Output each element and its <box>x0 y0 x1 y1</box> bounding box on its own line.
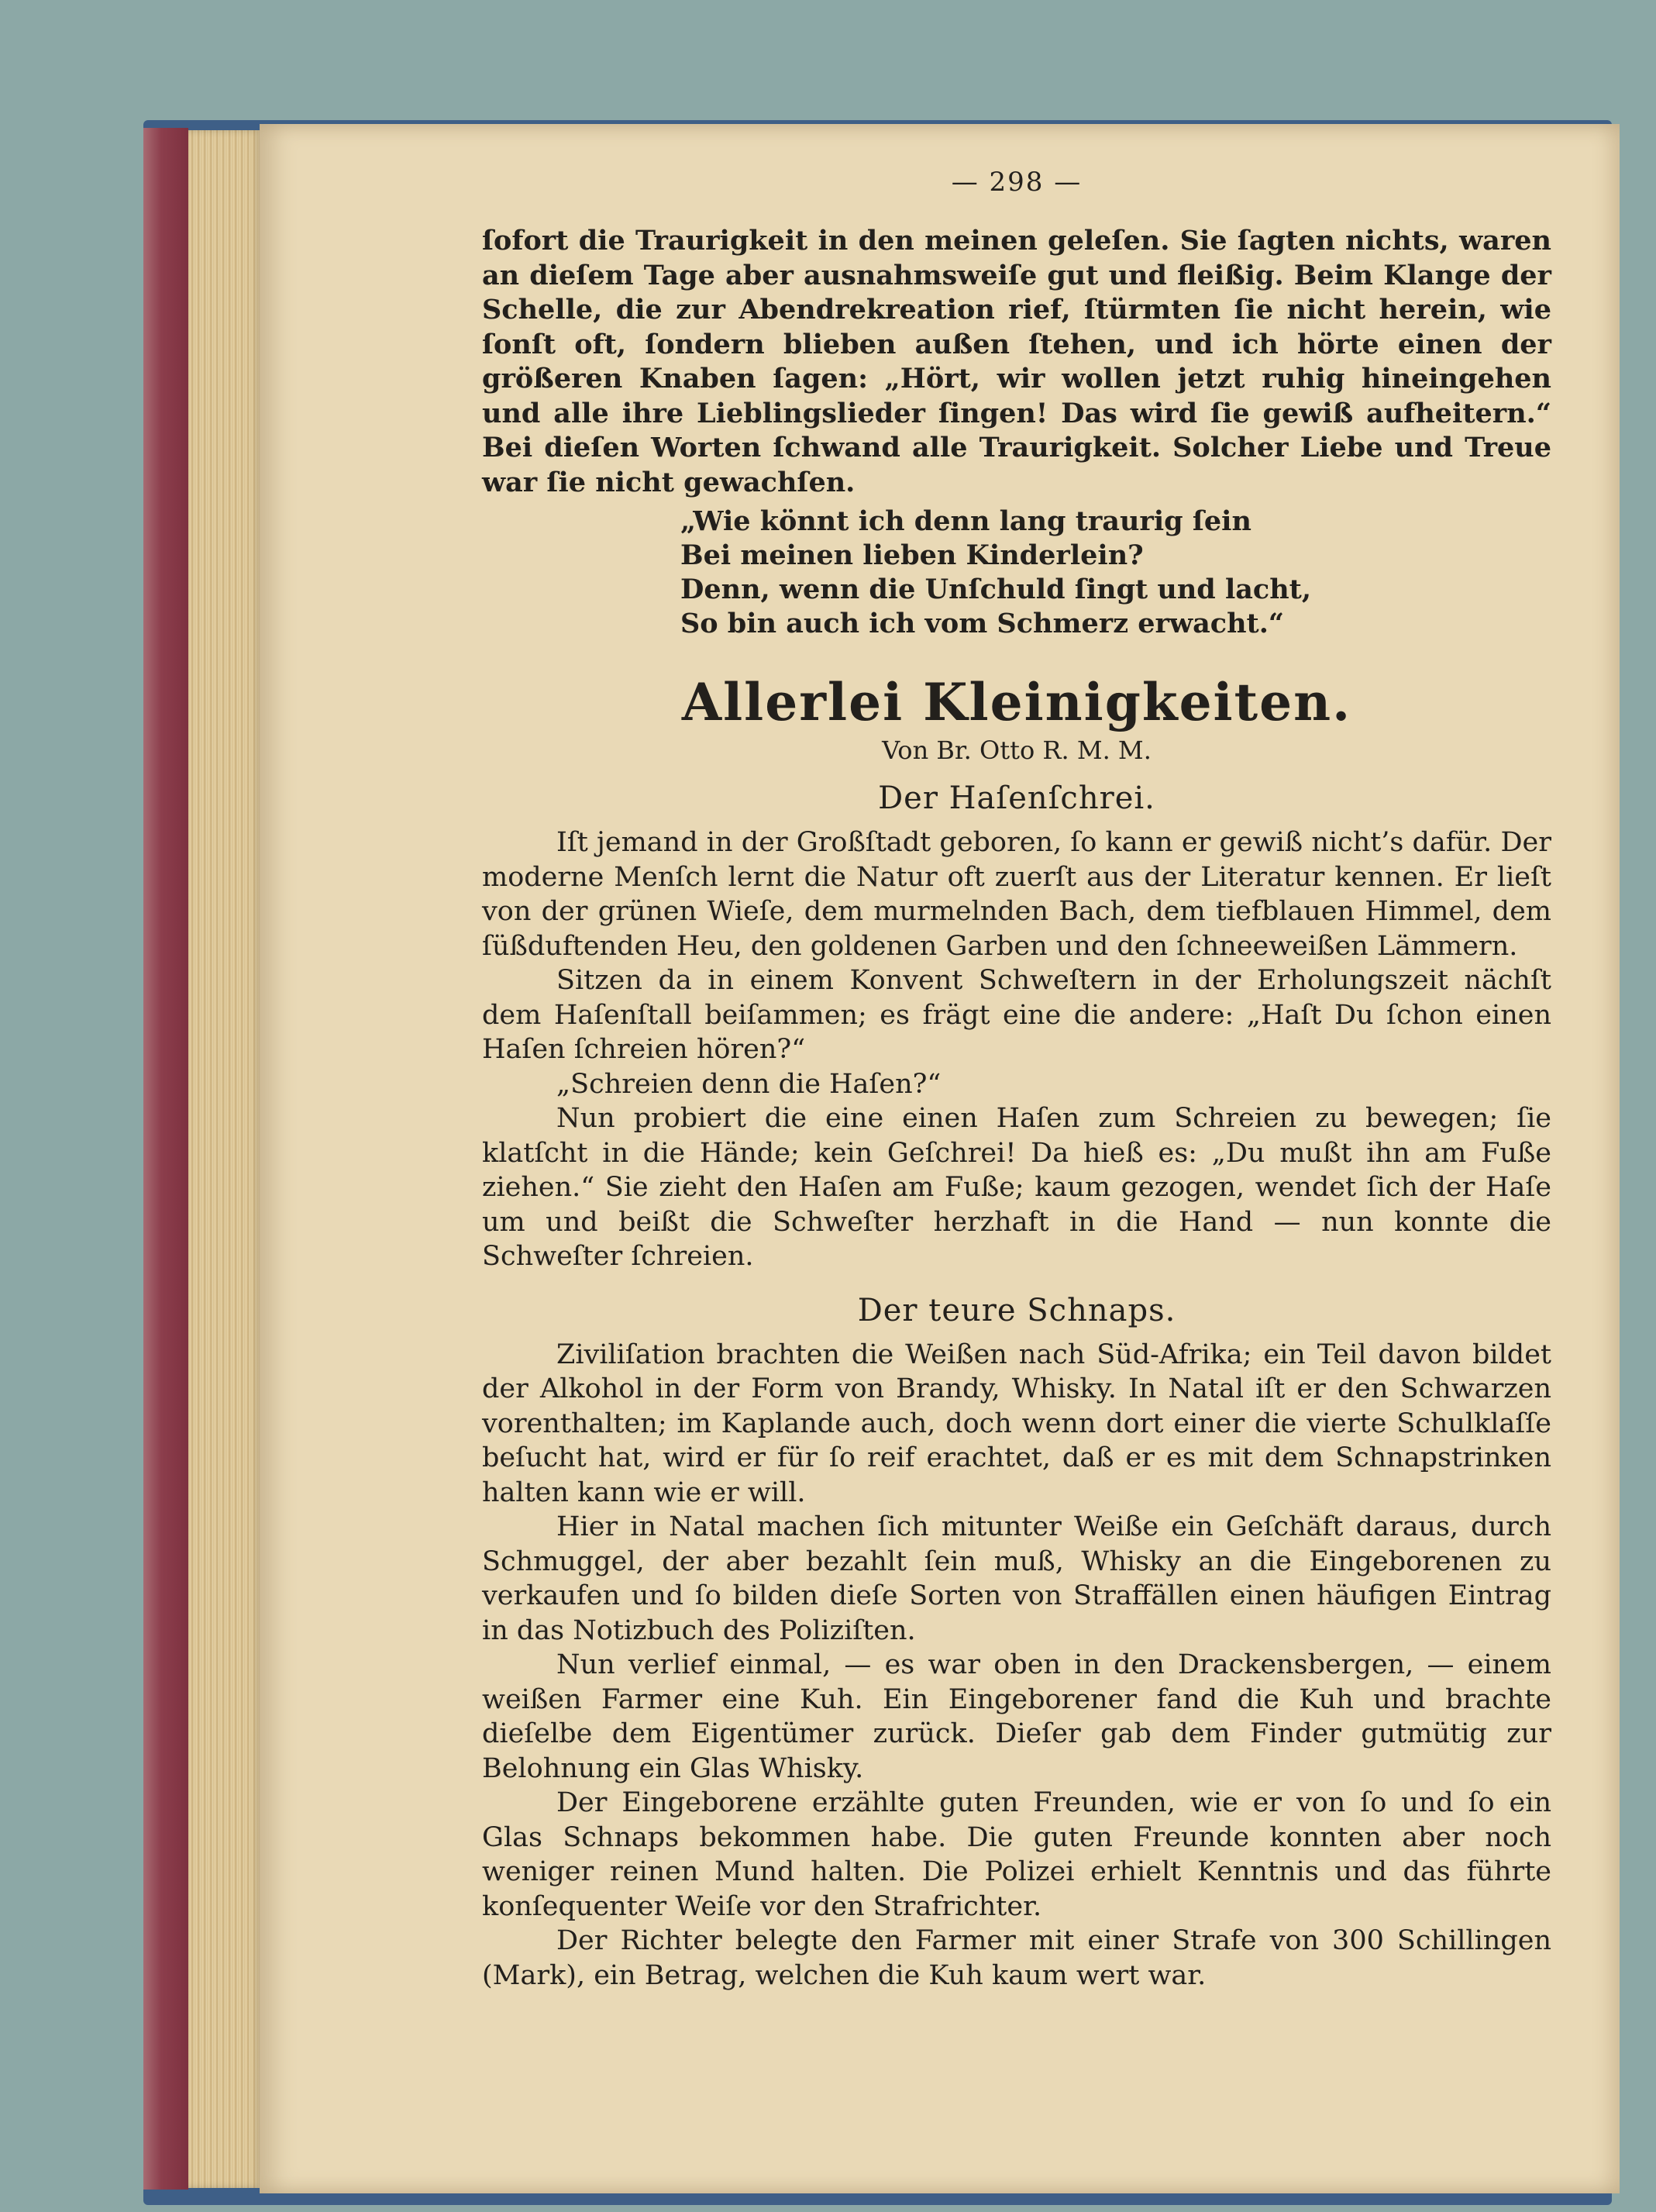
poem-line: So bin auch ich vom Schmerz erwacht.“ <box>680 608 1285 639</box>
page-edges <box>188 130 262 2188</box>
section-heading: Der Haſenſchrei. <box>878 780 1155 816</box>
poem-line: Denn, wenn die Unſchuld ſingt und lacht, <box>680 574 1312 605</box>
paragraph: Hier in Natal machen ſich mitunter Weiße ein Geſchäft daraus, durch Schmuggel, der aber bezahlt ſein muß, Whisky an die Eingeborenen zu verkaufen und ſo bilden dieſe Sorten von Straffällen einen häufigen Eintrag in das Notizbuch des Poliziſten. <box>482 1511 1551 1646</box>
section-heading: Der teure Schnaps. <box>857 1292 1176 1328</box>
paragraph: Sitzen da in einem Konvent Schweſtern in der Erholungszeit nächſt dem Haſenſtall beiſammen; es frägt eine die andere: „Haſt Du ſchon einen Haſen ſchreien hören?“ <box>482 965 1551 1065</box>
poem-line: Bei meinen lieben Kinderlein? <box>680 539 1144 571</box>
paragraph: „Schreien denn die Haſen?“ <box>556 1068 942 1100</box>
article-byline: Von Br. Otto R. M. M. <box>882 736 1152 765</box>
paragraph: Der Eingeborene erzählte guten Freunden, wie er von ſo und ſo ein Glas Schnaps bekommen habe. Die guten Freunde konnten aber noch weniger reinen Mund halten. Die Polizei erhielt Kenntnis und das führte konſequenter Weiſe vor den Strafrichter. <box>482 1787 1551 1922</box>
page-text <box>482 167 1551 1993</box>
paragraph: Iſt jemand in der Großſtadt geboren, ſo kann er gewiß nicht’s dafür. Der moderne Menſch lernt die Natur oft zuerſt aus der Literatur kennen. Er lieſt von der grünen Wieſe, dem murmelnden Bach, dem tiefblauen Himmel, dem ſüßduftenden Heu, den goldenen Garben und den ſchneeweißen Lämmern. <box>482 827 1551 962</box>
intro-paragraph: ſofort die Traurigkeit in den meinen geleſen. Sie ſagten nichts, waren an dieſem Tage aber ausnahmsweiſe gut und fleißig. Beim Klange der Schelle, die zur Abendrekreation rief, ſtürmten ſie nicht herein, wie ſonſt oft, ſondern blieben außen ſtehen, und ich hörte einen der größeren Knaben ſagen: „Hört, wir wollen jetzt ruhig hineingehen und alle ihre Lieblingslieder ſingen! Das wird ſie gewiß aufheitern.“ Bei dieſen Worten ſchwand alle Traurigkeit. Solcher Liebe und Treue war ſie nicht gewachſen. <box>482 225 1551 498</box>
paragraph: Nun verlief einmal, — es war oben in den Drackensbergen, — einem weißen Farmer eine Kuh. Ein Eingeborener fand die Kuh und brachte dieſelbe dem Eigentümer zurück. Dieſer gab dem Finder gutmütig zur Belohnung ein Glas Whisky. <box>482 1649 1551 1784</box>
paragraph: Ziviliſation brachten die Weißen nach Süd-Afrika; ein Teil davon bildet der Alkohol in der Form von Brandy, Whisky. In Natal iſt er den Schwarzen vorenthalten; im Kaplande auch, doch wenn dort einer die vierte Schulklaſſe beſucht hat, wird er für ſo reif erachtet, daß er es mit dem Schnapstrinken halten kann wie er will. <box>482 1339 1551 1508</box>
poem-line: „Wie könnt ich denn lang traurig ſein <box>680 505 1251 537</box>
paragraph: Nun probiert die eine einen Haſen zum Schreien zu bewegen; ſie klatſcht in die Hände; kein Geſchrei! Da hieß es: „Du mußt ihn am Fuße ziehen.“ Sie zieht den Haſen am Fuße; kaum gezogen, wendet ſich der Haſe um und beißt die Schweſter herzhaft in die Hand — nun konnte die Schweſter ſchreien. <box>482 1103 1551 1272</box>
poem <box>680 505 1551 641</box>
book-spine <box>143 128 188 2190</box>
paragraph: Der Richter belegte den Farmer mit einer Strafe von 300 Schillingen (Mark), ein Betrag, welchen die Kuh kaum wert war. <box>482 1925 1551 1991</box>
page-number: — 298 — <box>951 167 1083 198</box>
article-title: Allerlei Kleinigkeiten. <box>681 672 1352 732</box>
